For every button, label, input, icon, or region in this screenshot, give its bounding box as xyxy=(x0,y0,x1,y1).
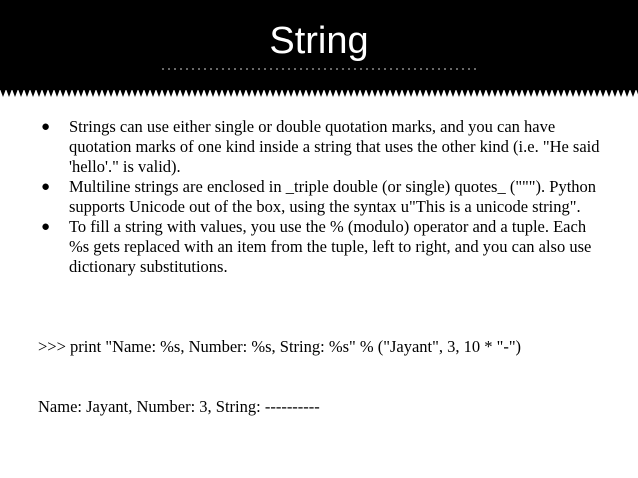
title-dotted-divider xyxy=(160,68,480,70)
code-line: Name: Jayant, Number: 3, String: ---------- xyxy=(38,397,320,416)
bullet-item xyxy=(0,177,638,217)
bullet-item xyxy=(0,117,638,177)
bullet-item xyxy=(0,217,638,277)
slide-content xyxy=(0,117,638,457)
code-line: >>> print "Name: %s, Number: %s, String: %s" % ("Jayant", 3, 10 * "-") xyxy=(38,337,522,356)
slide-header xyxy=(0,0,638,90)
bullet-icon: ● xyxy=(41,119,51,135)
bullet-text: Strings can use either single or double quotation marks, and you can have quotation marks of one kind inside a string that uses the other kind (i.e. "He said 'hello'." is valid). xyxy=(69,117,600,176)
slide-title: String xyxy=(269,20,369,62)
bullet-icon: ● xyxy=(41,179,51,195)
bullet-text: Multiline strings are enclosed in _triple double (or single) quotes_ ("""). Python supports Unicode out of the box, using the syntax u"This is a unicode string". xyxy=(69,177,597,216)
bullet-text: To fill a string with values, you use the % (modulo) operator and a tuple. Each %s gets replaced with an item from the tuple, left to right, and you can also use dictionary substitutions. xyxy=(69,217,592,276)
bullet-icon: ● xyxy=(41,219,51,235)
code-example xyxy=(0,297,638,457)
header-zigzag-edge xyxy=(0,89,638,97)
bullet-list xyxy=(0,117,638,277)
